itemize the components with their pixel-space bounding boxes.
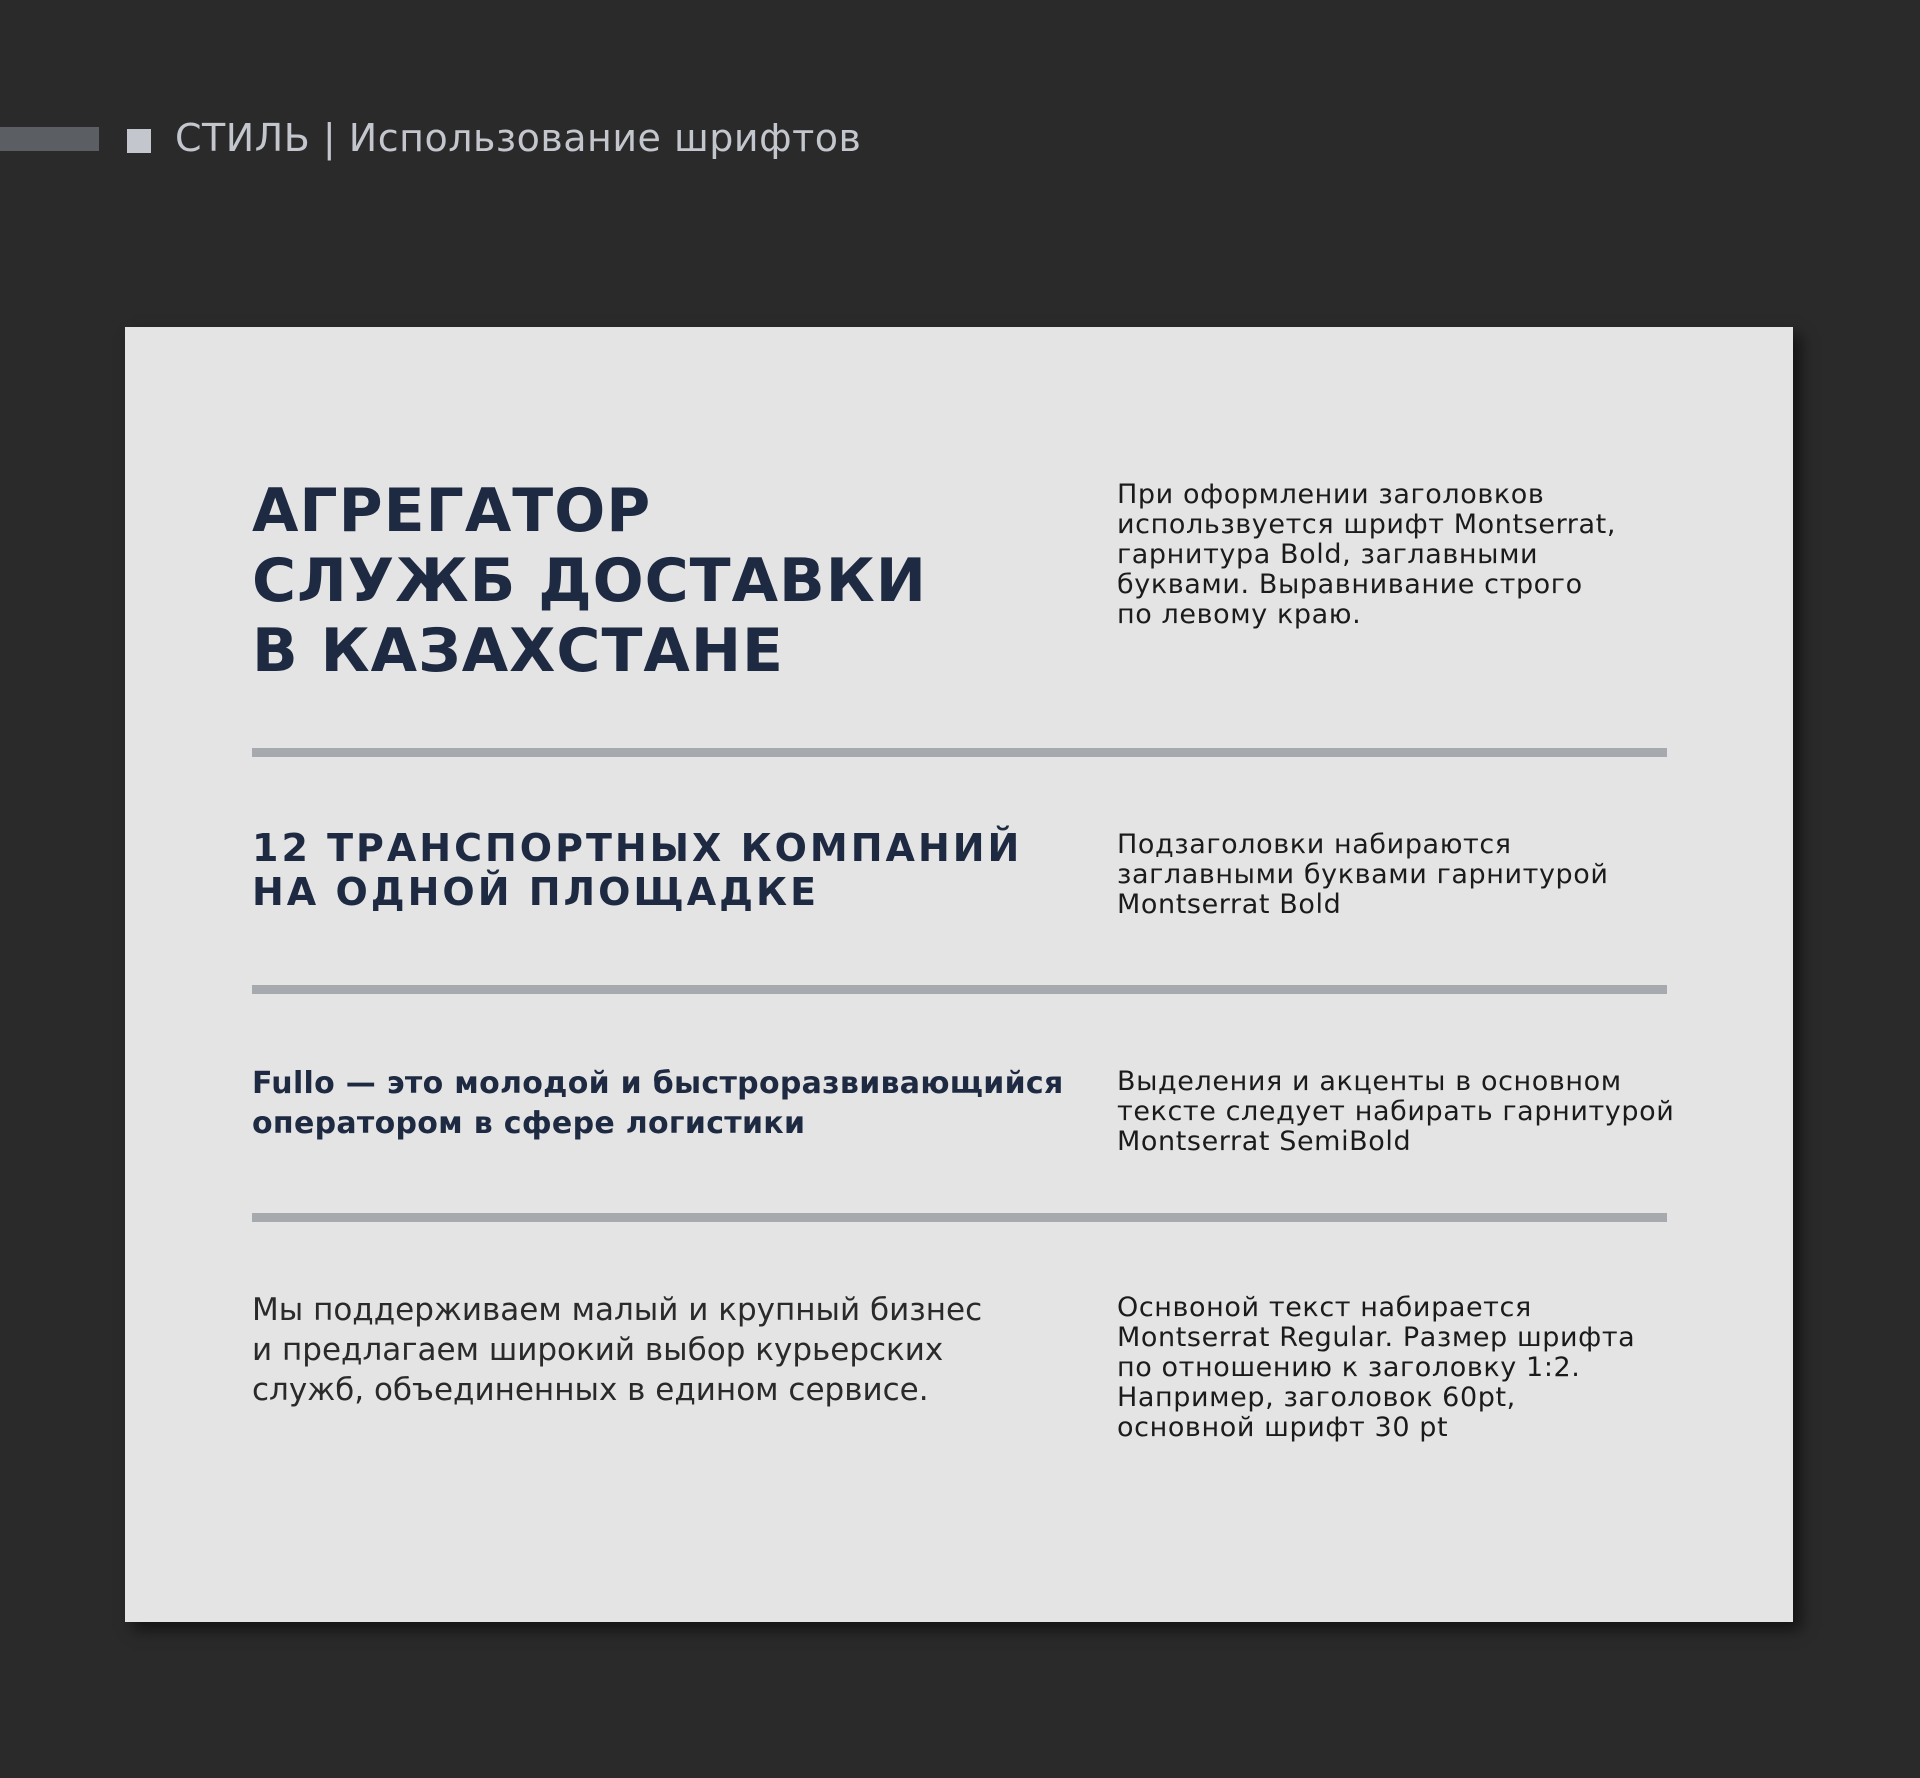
accent-text-description: Выделения и акценты в основном тексте следует набирать гарнитурой Montserrat SemiBold	[1117, 1066, 1675, 1157]
header-square-icon	[127, 129, 151, 153]
body-text-sample: Мы поддерживаем малый и крупный бизнес и предлагаем широкий выбор курьерских служб, объединенных в едином сервисе.	[252, 1292, 983, 1408]
accent-text-sample: Fullo — это молодой и быстроразвивающийся оператором в сфере логистики	[252, 1066, 1064, 1141]
body-text-description: Оснвоной текст набирается Montserrat Regular. Размер шрифта по отношению к заголовку 1:2. Например, заголовок 60pt, основной шрифт 30 pt	[1117, 1292, 1636, 1443]
divider	[252, 985, 1667, 994]
subheading-sample: 12 ТРАНСПОРТНЫХ КОМПАНИЙ НА ОДНОЙ ПЛОЩАДКЕ	[252, 826, 1023, 914]
font-usage-card	[125, 327, 1793, 1622]
page-title: СТИЛЬ | Использование шрифтов	[175, 116, 862, 160]
header-accent-bar	[0, 127, 99, 151]
heading-description: При оформлении заголовков использвуется шрифт Montserrat, гарнитура Bold, заглавными буквами. Выравнивание строго по левому краю.	[1117, 479, 1617, 630]
heading-sample: АГРЕГАТОР СЛУЖБ ДОСТАВКИ В КАЗАХСТАНЕ	[252, 476, 928, 686]
subheading-description: Подзаголовки набираются заглавными буквами гарнитурой Montserrat Bold	[1117, 829, 1609, 920]
divider	[252, 748, 1667, 757]
divider	[252, 1213, 1667, 1222]
